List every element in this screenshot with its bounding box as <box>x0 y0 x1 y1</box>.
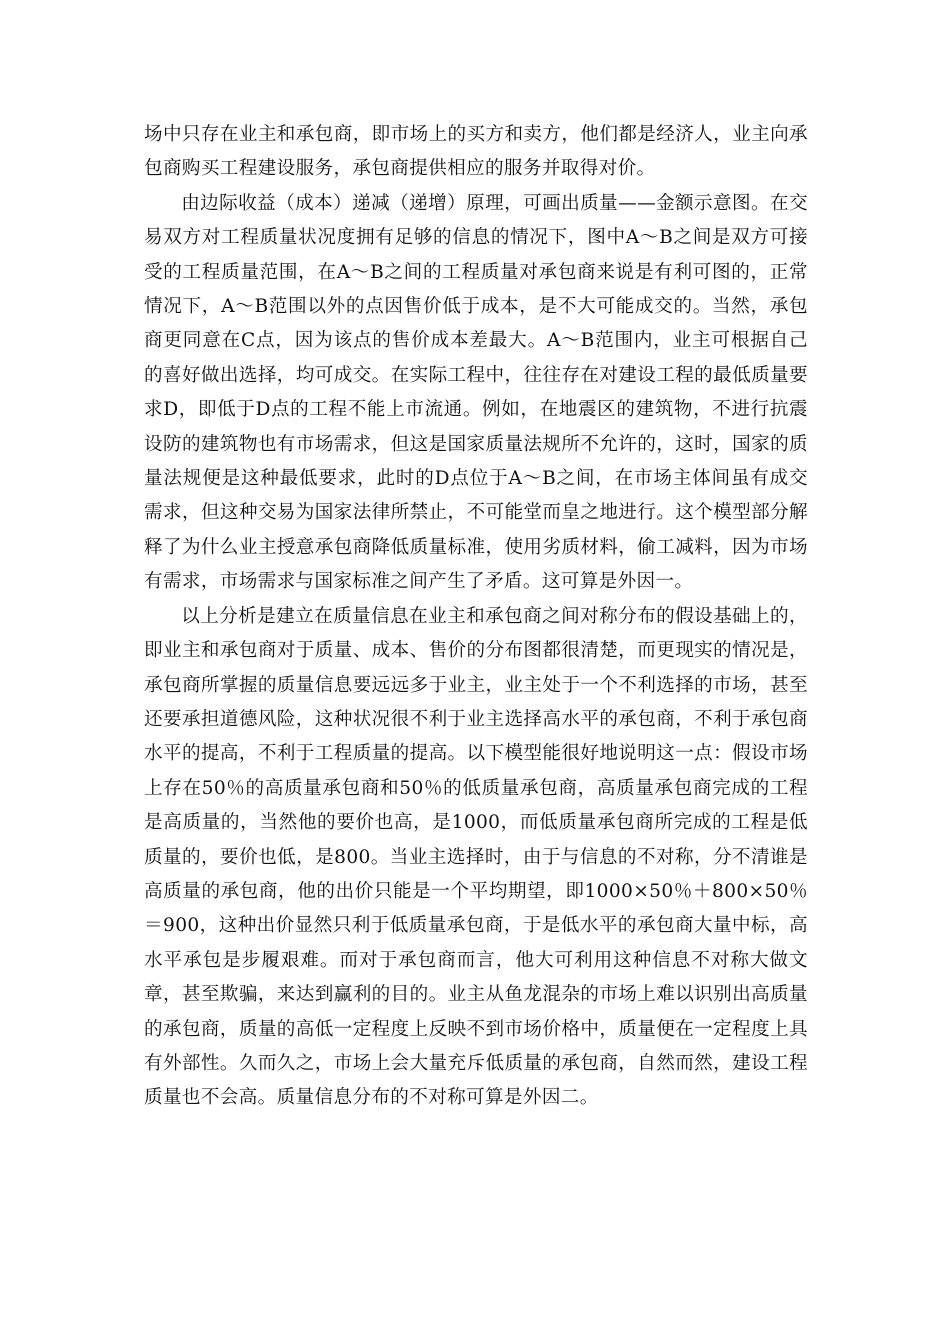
paragraph-3: 以上分析是建立在质量信息在业主和承包商之间对称分布的假设基础上的，即业主和承包商对于质量、成本、售价的分布图都很清楚，而更现实的情况是，承包商所掌握的质量信息要远远多于业主，业主处于一个不利选择的市场，甚至还要承担道德风险，这种状况很不利于业主选择高水平的承包商，不利于承包商水平的提高，不利于工程质量的提高。以下模型能很好地说明这一点：假设市场上存在50％的高质量承包商和50％的低质量承包商，高质量承包商完成的工程是高质量的，当然他的要价也高，是1000，而低质量承包商所完成的工程是低质量的，要价也低，是800。当业主选择时，由于与信息的不对称，分不清谁是高质量的承包商，他的出价只能是一个平均期望，即1000×50％＋800×50％＝900，这种出价显然只利于低质量承包商，于是低水平的承包商大量中标，高水平承包是步履艰难。而对于承包商而言，他大可利用这种信息不对称大做文章，甚至欺骗，来达到赢利的目的。业主从鱼龙混杂的市场上难以识别出高质量的承包商，质量的高低一定程度上反映不到市场价格中，质量便在一定程度上具有外部性。久而久之，市场上会大量充斥低质量的承包商，自然而然，建设工程质量也不会高。质量信息分布的不对称可算是外因二。 <box>144 605 808 1109</box>
paragraph-2: 由边际收益（成本）递减（递增）原理，可画出质量——金额示意图。在交易双方对工程质量状况度拥有足够的信息的情况下，图中A～B之间是双方可接受的工程质量范围，在A～B之间的工程质量对承包商来说是有利可图的，正常情况下，A～B范围以外的点因售价低于成本，是不大可能成交的。当然，承包商更同意在C点，因为该点的售价成本差最大。A～B范围内，业主可根据自己的喜好做出选择，均可成交。在实际工程中，往往存在对建设工程的最低质量要求D，即低于D点的工程不能上市流通。例如，在地震区的建筑物，不进行抗震设防的建筑物也有市场需求，但这是国家质量法规所不允许的，这时，国家的质量法规便是这种最低要求，此时的D点位于A～B之间，在市场主体间虽有成交需求，但这种交易为国家法律所禁止，不可能堂而皇之地进行。这个模型部分解释了为什么业主授意承包商降低质量标准，使用劣质材料，偷工减料，因为市场有需求，市场需求与国家标准之间产生了矛盾。这可算是外因一。 <box>144 192 808 593</box>
document-page <box>144 118 808 1116</box>
paragraph-1: 场中只存在业主和承包商，即市场上的买方和卖方，他们都是经济人，业主向承包商购买工程建设服务，承包商提供相应的服务并取得对价。 <box>144 124 808 180</box>
